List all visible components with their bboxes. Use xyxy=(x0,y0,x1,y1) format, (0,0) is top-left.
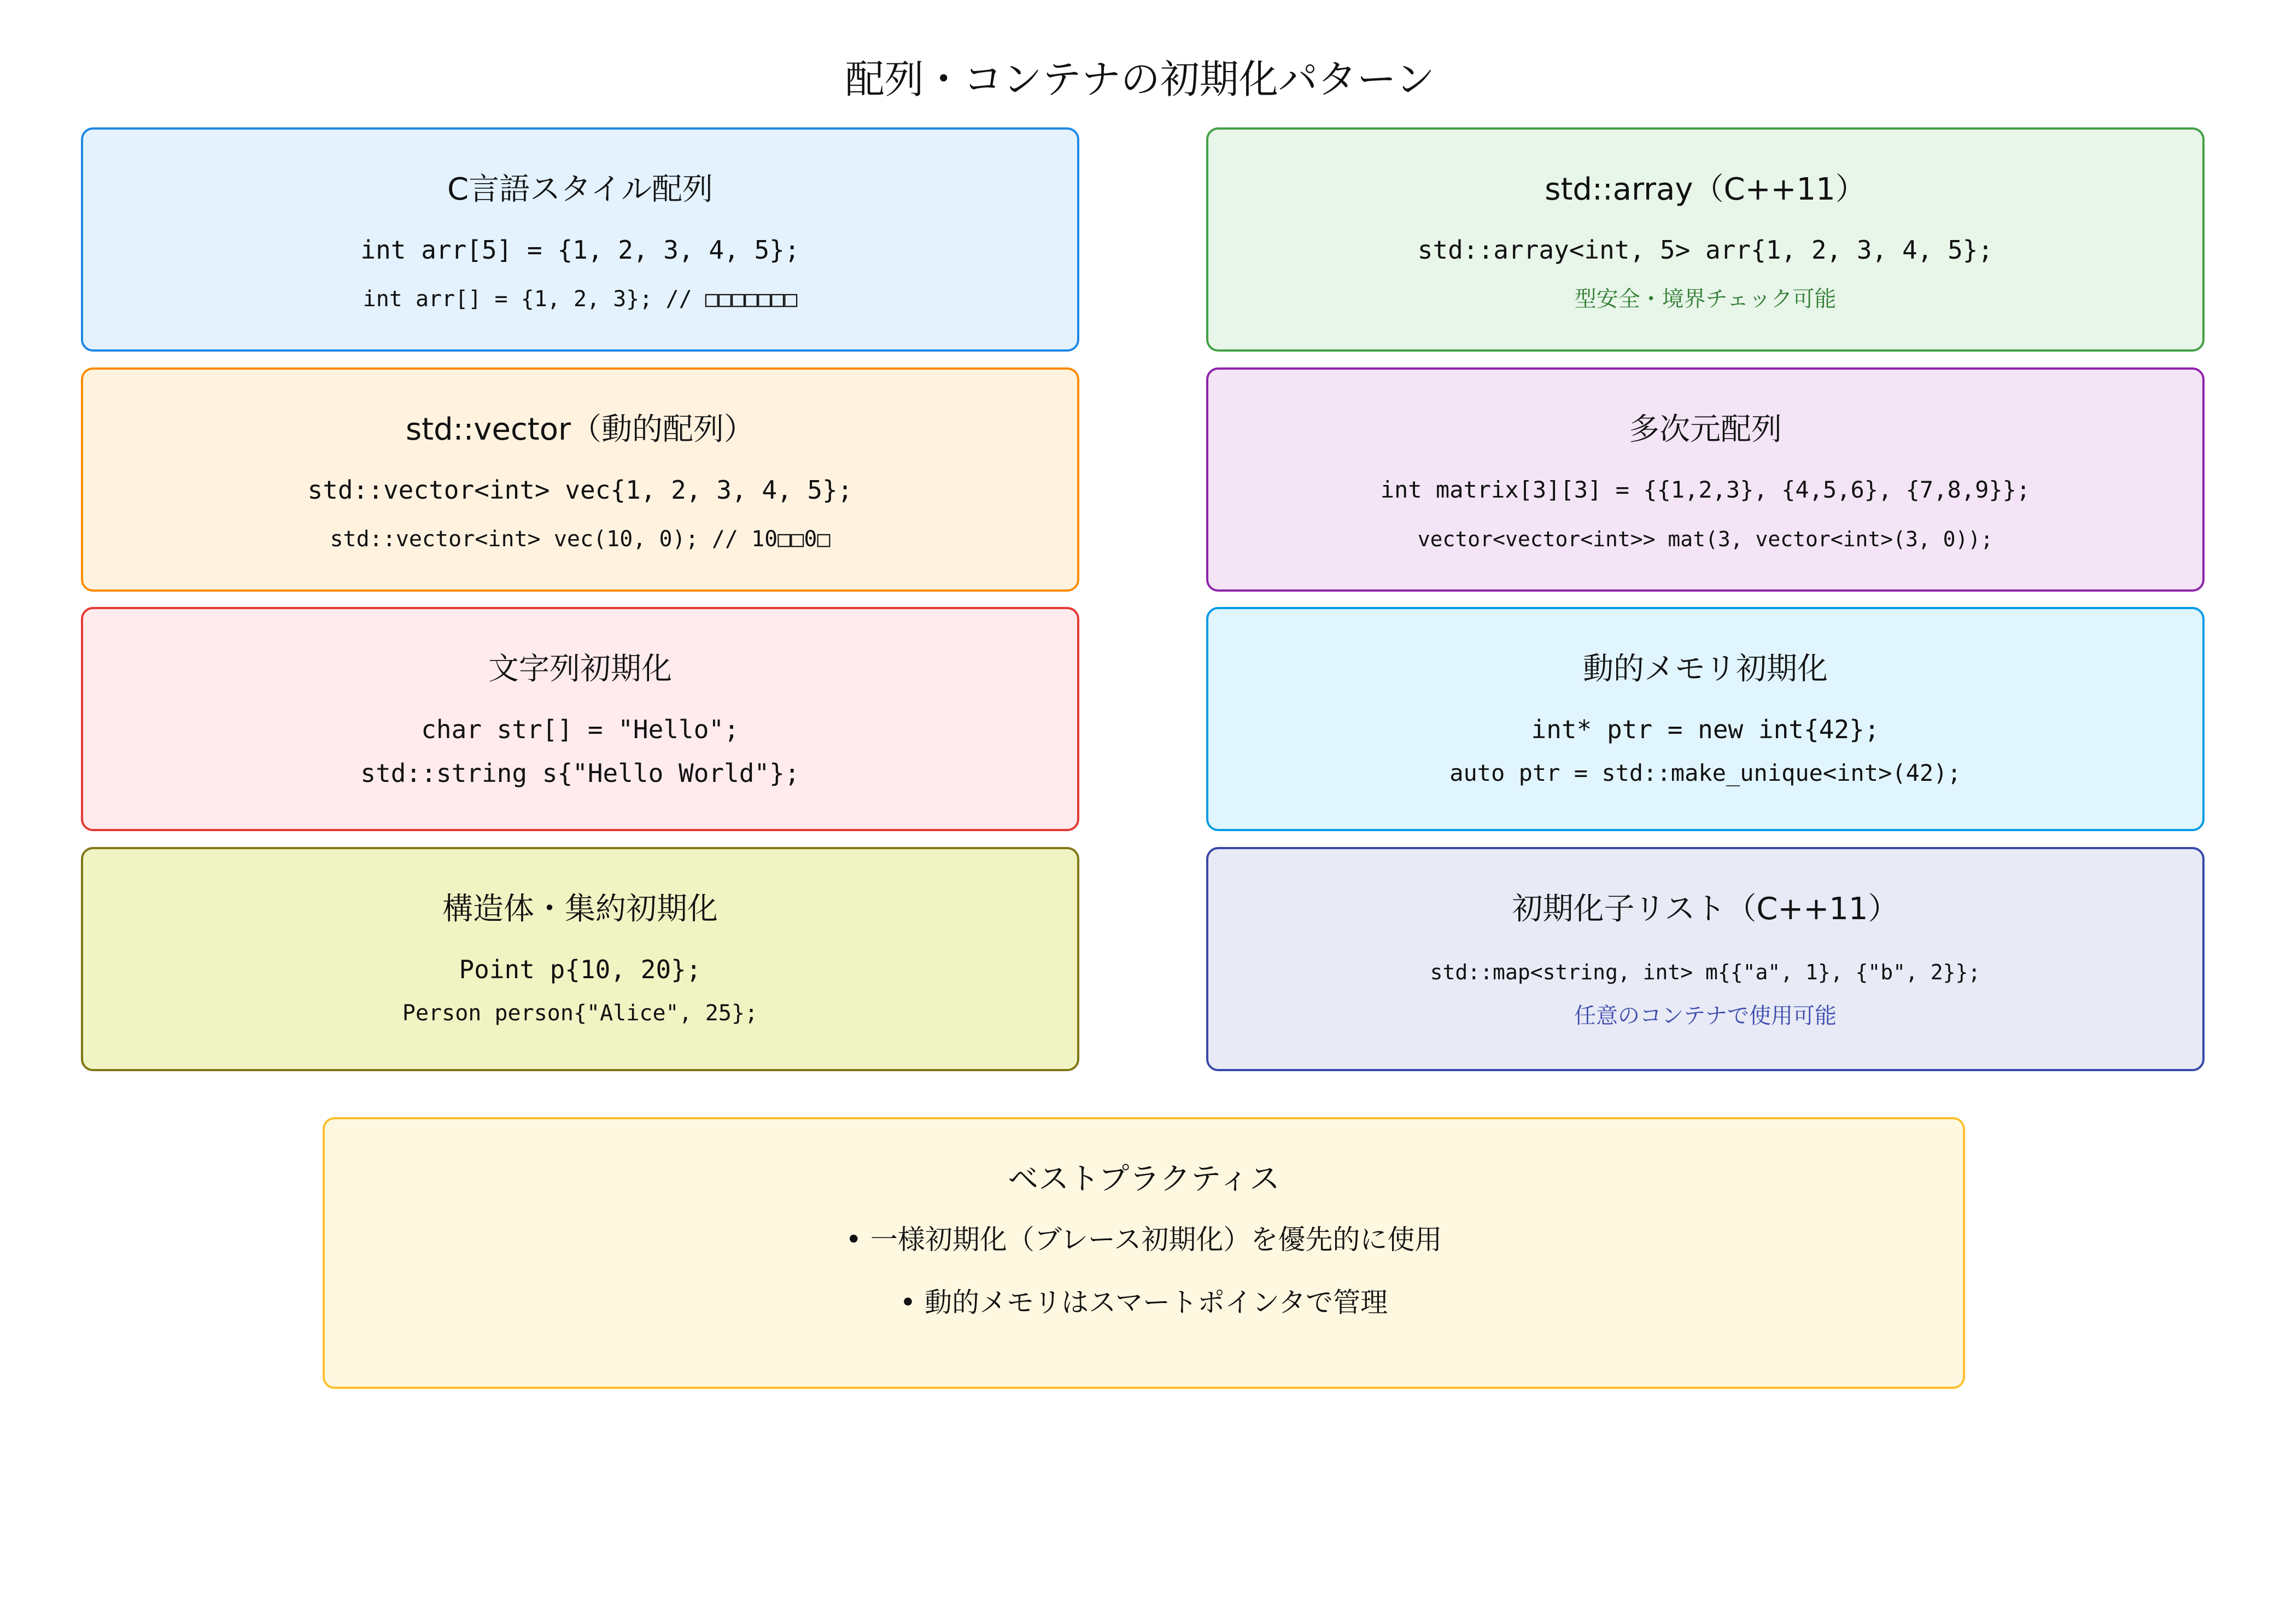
code-line: std::map<string, int> m{{"a", 1}, {"b", 2}}; xyxy=(1430,960,1981,984)
card-title: C言語スタイル配列 xyxy=(447,172,713,207)
card-title: 構造体・集約初期化 xyxy=(442,891,718,927)
card-title: 動的メモリ初期化 xyxy=(1583,651,1828,687)
card-string-init xyxy=(81,607,1079,831)
note-line: 型安全・境界チェック可能 xyxy=(1574,287,1837,312)
card-title: std::vector（動的配列） xyxy=(405,412,755,447)
card-std-vector xyxy=(81,367,1079,592)
card-title: std::array（C++11） xyxy=(1545,172,1866,207)
card-std-array xyxy=(1206,127,2205,352)
note-line: 任意のコンテナで使用可能 xyxy=(1574,1003,1837,1029)
code-line: std::array<int, 5> arr{1, 2, 3, 4, 5}; xyxy=(1417,235,1993,265)
code-line: std::vector<int> vec(10, 0); // 10□□0□ xyxy=(330,527,831,552)
card-multidimensional-array xyxy=(1206,367,2205,592)
code-line: Person person{"Alice", 25}; xyxy=(402,1001,758,1026)
code-line: std::vector<int> vec{1, 2, 3, 4, 5}; xyxy=(307,475,853,505)
best-practice-box xyxy=(323,1117,1965,1389)
best-practice-title: ベストプラクティス xyxy=(1008,1161,1280,1197)
code-line: Point p{10, 20}; xyxy=(459,955,701,984)
code-line: int arr[] = {1, 2, 3}; // □□□□□□□ xyxy=(363,287,798,312)
code-line: std::string s{"Hello World"}; xyxy=(360,758,800,788)
code-line: vector<vector<int>> mat(3, vector<int>(3, 0)); xyxy=(1417,527,1993,551)
card-c-style-array xyxy=(81,127,1079,352)
code-line: int arr[5] = {1, 2, 3, 4, 5}; xyxy=(360,235,800,265)
code-line: auto ptr = std::make_unique<int>(42); xyxy=(1449,760,1961,786)
card-title: 初期化子リスト（C++11） xyxy=(1512,891,1899,927)
card-title: 文字列初期化 xyxy=(488,651,672,687)
code-line: int matrix[3][3] = {{1,2,3}, {4,5,6}, {7,8,9}}; xyxy=(1380,476,2031,503)
best-practice-bullet: • 動的メモリはスマートポインタで管理 xyxy=(899,1287,1388,1318)
diagram-title: 配列・コンテナの初期化パターン xyxy=(845,56,1435,102)
best-practice-bullet: • 一様初期化（ブレース初期化）を優先的に使用 xyxy=(845,1224,1442,1255)
code-line: int* ptr = new int{42}; xyxy=(1531,715,1880,744)
card-initializer-list xyxy=(1206,847,2205,1071)
card-dynamic-memory-init xyxy=(1206,607,2205,831)
code-line: char str[] = "Hello"; xyxy=(421,715,739,744)
card-aggregate-init xyxy=(81,847,1079,1071)
card-title: 多次元配列 xyxy=(1629,412,1782,447)
